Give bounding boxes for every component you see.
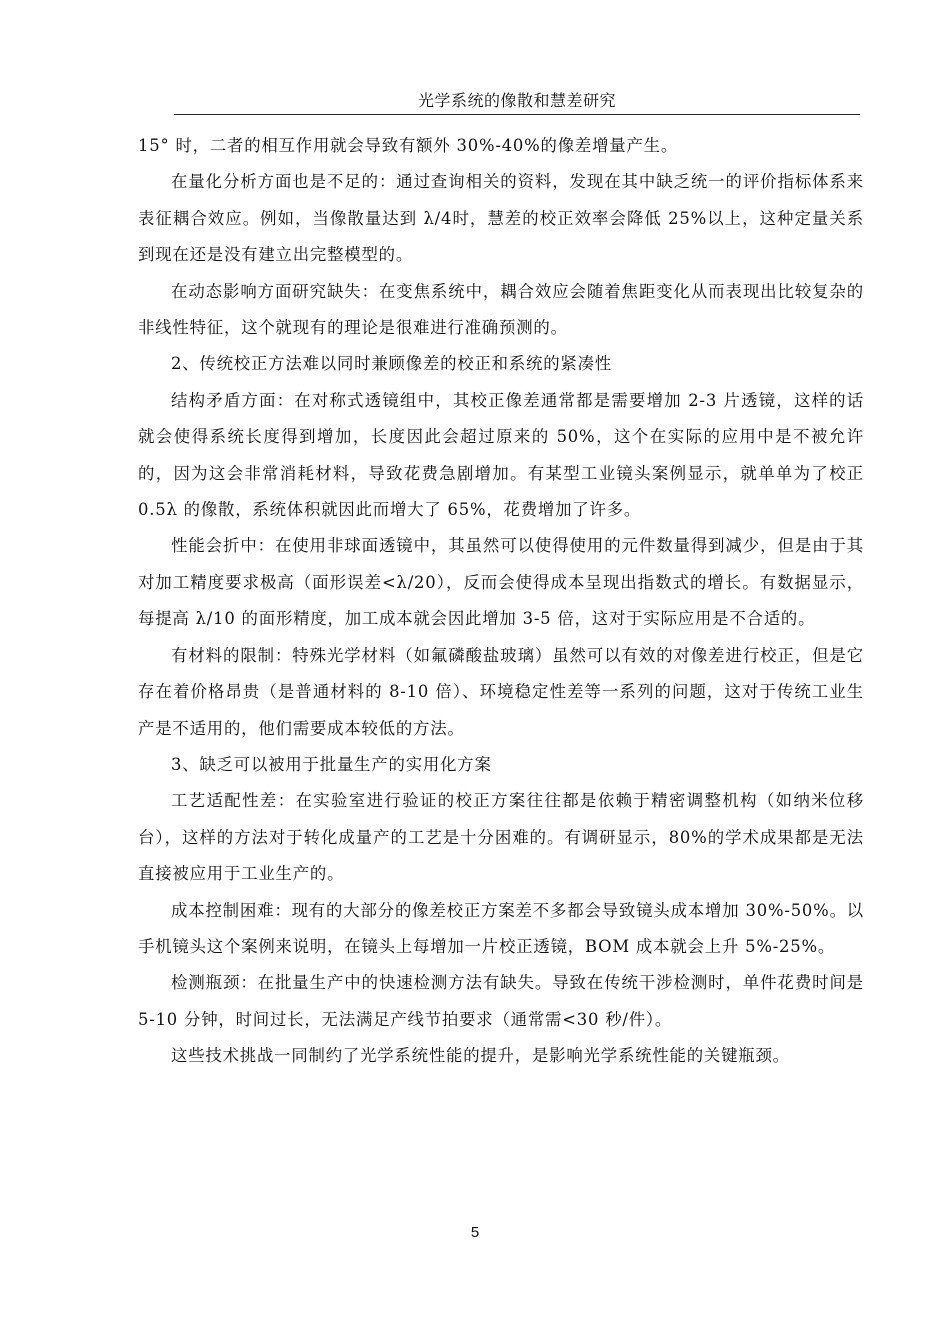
section-heading-2: 2、传统校正方法难以同时兼顾像差的校正和系统的紧凑性 (171, 354, 612, 374)
paragraph-dynamic-effects: 在动态影响方面研究缺失：在变焦系统中，耦合效应会随着焦距变化从而表现出比较复杂的非线性特征，这个就现有的理论是很难进行准确预测的。 (138, 281, 864, 338)
paragraph-performance-tradeoff: 性能会折中：在使用非球面透镜中，其虽然可以使得使用的元件数量得到减少，但是由于其对加工精度要求极高（面形误差<λ/20），反而会使得成本呈现出指数式的增长。有数据显示，每提高 λ/10 的面形精度，加工成本就会因此增加 3-5 倍，这对于实际应用是不合适的。 (138, 536, 864, 629)
body-text (138, 128, 864, 1075)
header-title: 光学系统的像散和慧差研究 (417, 91, 616, 110)
section-heading-3: 3、缺乏可以被用于批量生产的实用化方案 (171, 754, 492, 774)
page-number: 5 (470, 1224, 480, 1241)
page-header (174, 88, 860, 115)
paragraph-quantitative-analysis: 在量化分析方面也是不足的：通过查询相关的资料，发现在其中缺乏统一的评价指标体系来表征耦合效应。例如，当像散量达到 λ/4时，慧差的校正效率会降低 25%以上，这种定量关系到现在还是没有建立出完整模型的。 (138, 172, 864, 265)
paragraph-conclusion: 这些技术挑战一同制约了光学系统性能的提升，是影响光学系统性能的关键瓶颈。 (171, 1046, 790, 1066)
paragraph-inspection-bottleneck: 检测瓶颈：在批量生产中的快速检测方法有缺失。导致在传统干涉检测时，单件花费时间是 5-10 分钟，时间过长，无法满足产线节拍要求（通常需<30 秒/件）。 (138, 973, 864, 1029)
paragraph-process-adaptation: 工艺适配性差：在实验室进行验证的校正方案往往都是依赖于精密调整机构（如纳米位移台），这样的方法对于转化成量产的工艺是十分困难的。有调研显示，80%的学术成果都是无法直接被应用于工业生产的。 (138, 791, 864, 884)
paragraph-material-limits: 有材料的限制：特殊光学材料（如氟磷酸盐玻璃）虽然可以有效的对像差进行校正，但是它存在着价格昂贵（是普通材料的 8-10 倍）、环境稳定性差等一系列的问题，这对于传统工业生产是不适用的，他们需要成本较低的方法。 (138, 645, 864, 738)
paragraph-cost-control: 成本控制困难：现有的大部分的像差校正方案差不多都会导致镜头成本增加 30%-50%。以手机镜头这个案例来说明，在镜头上每增加一片校正透镜，BOM 成本就会上升 5%-25%。 (138, 900, 864, 956)
paragraph-continuation: 15° 时，二者的相互作用就会导致有额外 30%-40%的像差增量产生。 (138, 136, 679, 155)
paragraph-structural-conflict: 结构矛盾方面：在对称式透镜组中，其校正像差通常都是需要增加 2-3 片透镜，这样的话就会使得系统长度得到增加，长度因此会超过原来的 50%，这个在实际的应用中是不被允许的，因为这会非常消耗材料，导致花费急剧增加。有某型工业镜头案例显示，就单单为了校正 0.5λ 的像散，系统体积就因此而增大了 65%，花费增加了许多。 (138, 390, 864, 520)
